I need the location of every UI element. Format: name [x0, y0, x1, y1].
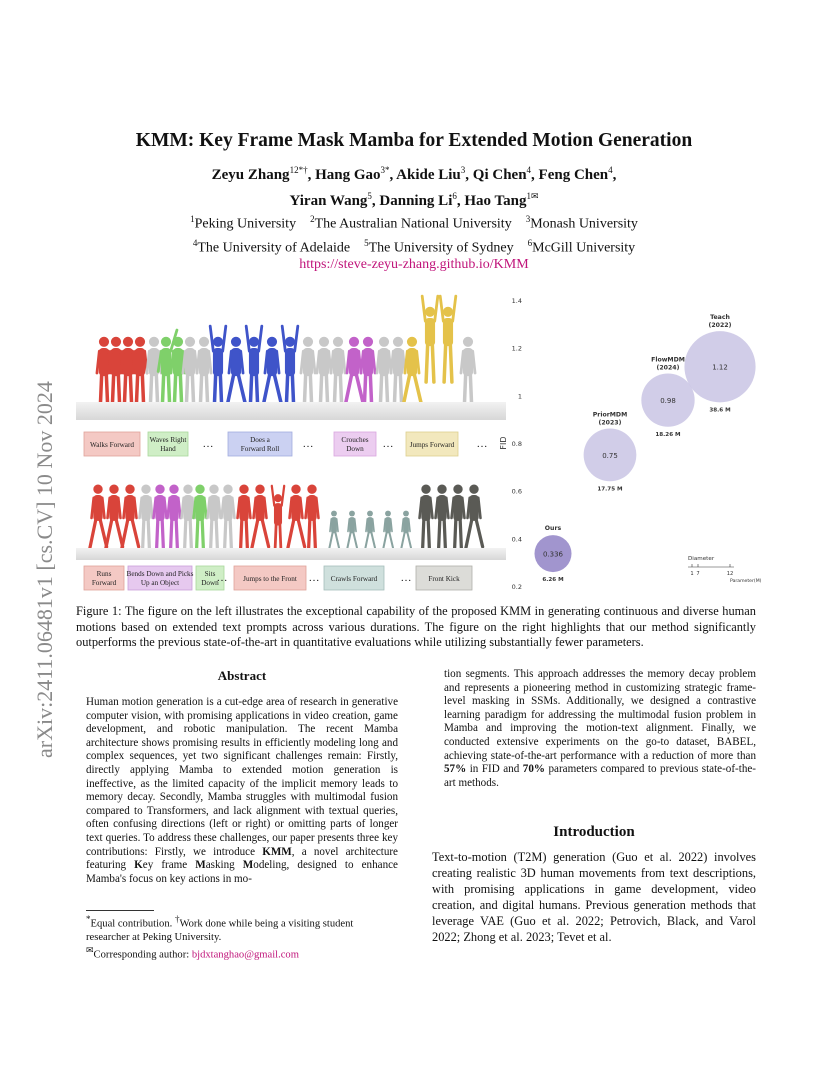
bubble-name: Ours: [544, 525, 562, 533]
human-figure: [461, 337, 475, 412]
prompt-label: [406, 432, 458, 456]
prompt-text: Jumps to the Front: [243, 575, 297, 583]
prompt-label: [334, 432, 376, 456]
human-figure: [287, 485, 305, 554]
human-figure: [377, 337, 391, 412]
paper-title: KMM: Key Frame Mask Mamba for Extended Motion Generation: [135, 130, 693, 151]
row2-figures: [89, 485, 483, 554]
prompt-text: Front Kick: [428, 575, 460, 583]
human-figure: [147, 337, 161, 412]
human-figure: [465, 485, 483, 554]
bubble-point: [684, 314, 755, 413]
human-figure: [400, 511, 411, 554]
introduction-text: Text-to-motion (T2M) generation (Guo et al. 2022) involves creating realistic 3D human movements from text descriptions, with promising applications in game development, video creation, and digital humans. Previous generation methods that leverage VAE (Guo et al. 2022; Petrovich, Black, and Varol 2022; Zhong et al. 2023; Tevet et al.: [432, 850, 756, 945]
prompt-label: [324, 566, 384, 590]
affiliation-line-1: $^1$Peking University $^2$The Australian National University $^3$Monash University: [190, 214, 638, 232]
prompt-label: [148, 432, 188, 456]
motion-figure: [76, 292, 506, 592]
y-tick-label: 0.6: [511, 487, 522, 496]
bubble-name: PriorMDM: [592, 411, 628, 419]
bubble-point: [534, 525, 571, 583]
human-figure: [301, 337, 315, 412]
prompt-label: [84, 432, 140, 456]
human-figure: [105, 485, 123, 554]
human-figure: [422, 296, 438, 382]
human-figure: [121, 485, 139, 554]
bubble-value: 1.12: [712, 363, 728, 372]
human-figure: [364, 511, 375, 554]
human-figure: [226, 337, 246, 412]
row1-figures: [97, 296, 475, 412]
bubble-params: 38.6 M: [709, 407, 731, 414]
y-tick-label: 1.2: [511, 344, 522, 353]
y-tick-label: 0.4: [511, 535, 522, 544]
prompt-label: [84, 566, 124, 590]
footnote-rule: [86, 910, 154, 911]
ellipsis: …: [400, 572, 412, 584]
author-line-2: Yiran Wang$^5$, Danning Li$^6$, Hao Tang$^{1✉}$: [289, 191, 539, 209]
human-figure: [197, 337, 211, 412]
floor-plane-row1: [76, 402, 506, 420]
author-line-1: Zeyu Zhang$^{12*\dagger}$, Hang Gao$^{3*}$, Akide Liu$^3$, Qi Chen$^4$, Feng Chen$^4$,: [211, 165, 617, 183]
human-figure: [344, 337, 364, 412]
prompt-text: Down: [201, 579, 219, 587]
human-figure: [440, 296, 456, 382]
ellipsis: …: [308, 572, 320, 584]
human-figure: [208, 485, 221, 554]
human-figure: [168, 485, 181, 554]
legend-tick: 7: [696, 571, 700, 577]
motion-illustration: [76, 292, 506, 592]
footnote-corresponding: ✉Corresponding author: bjdxtanghao@gmail.com: [86, 944, 299, 961]
human-figure: [140, 485, 153, 554]
bubble-value: 0.98: [660, 397, 676, 406]
bubble-year: (2023): [598, 419, 622, 427]
human-figure: [452, 485, 465, 554]
prompt-text: Does a: [250, 436, 270, 444]
row2-prompt-labels: [84, 566, 472, 590]
size-legend: [688, 556, 762, 584]
arxiv-identifier[interactable]: arXiv:2411.06481v1 [cs.CV] 10 Nov 2024: [32, 381, 57, 758]
y-tick-label: 1: [517, 392, 522, 401]
human-figure: [317, 337, 331, 412]
prompt-label: [234, 566, 306, 590]
human-figure: [420, 485, 433, 554]
footnote-equal: *Equal contribution. †Work done while being a visiting student researcher at Peking University.: [86, 914, 354, 943]
prompt-text: Forward: [91, 579, 117, 587]
arxiv-stamp: [8, 280, 68, 760]
legend-axis-label: Parameter(M): [730, 579, 762, 584]
bubble-name: Teach: [710, 314, 730, 322]
abstract-continued: tion segments. This approach addresses the memory decay problem and represents a pioneering method in customizing strategic frame-level masking in SSMs. Additionally, we designed a contrastive learning paradigm for addressing the multimodal fusion problem in Mamba and improving the motion-text alignment. Finally, we conducted extensive experiments on the go-to dataset, BABEL, achieving state-of-the-art performance with a reduction of more than 57% in FID and 70% parameters compared to previous state-of-the-art methods.: [444, 668, 756, 789]
right-column: [432, 668, 756, 945]
y-tick-label: 1.4: [511, 297, 522, 305]
ellipsis: …: [476, 438, 488, 450]
human-figure: [331, 337, 345, 412]
y-tick-label: 0.2: [511, 583, 522, 591]
human-figure: [222, 485, 235, 554]
human-figure: [262, 337, 282, 412]
prompt-text: Crawls Forward: [330, 575, 378, 583]
bubble-name: FlowMDM: [651, 356, 685, 364]
abstract-heading: Abstract: [217, 668, 267, 683]
prompt-text: Crouches: [341, 436, 369, 444]
human-figure: [382, 511, 393, 554]
human-figure: [210, 326, 226, 412]
bubble-params: 18.26 M: [655, 431, 681, 438]
human-figure: [89, 485, 107, 554]
prompt-text: Bends Down and Picks: [126, 570, 194, 578]
human-figure: [328, 511, 339, 554]
prompt-text: Runs: [96, 570, 112, 578]
human-figure: [246, 326, 262, 412]
prompt-text: Jumps Forward: [409, 441, 455, 449]
y-axis-label: FID: [499, 436, 508, 450]
project-url-link[interactable]: https://steve-zeyu-zhang.github.io/KMM: [299, 257, 529, 272]
human-figure: [346, 511, 357, 554]
bubble-year: (2022): [708, 322, 732, 330]
y-tick-label: 0.8: [511, 440, 522, 448]
human-figure: [436, 485, 449, 554]
row1-prompt-labels: [84, 432, 488, 456]
abstract-text: Human motion generation is a cut-edge area of research in generative computer vision, with promising applications in video creation, game development, and robotic manipulation. The recent Mamba architecture shows promising results in efficiently modeling long and complex sequences, yet two significant challenges remain: Firstly, directly applying Mamba to extended motion generation is ineffective, as the limited capacity of the implicit memory leads to memory decay. Secondly, Mamba struggles with multimodal fusion compared to Transformers, and lack alignment with textual queries, often confusing directions (left or right) or omitting parts of longer text queries. To address these challenges, our paper presents three key contributions: Firstly, we introduce KMM, a novel architecture featuring Key frame Masking Modeling, designed to enhance Mamba's focus on key actions in mo-: [86, 696, 398, 885]
prompt-text: Walks Forward: [90, 441, 134, 449]
prompt-text: Waves Right: [149, 436, 187, 444]
prompt-text: Hand: [160, 445, 176, 453]
left-column: [86, 668, 398, 886]
chart-canvas: [498, 292, 768, 592]
bubble-value: 0.75: [602, 451, 618, 460]
human-figure: [361, 337, 375, 412]
human-figure: [154, 485, 167, 554]
bubble-params: 17.75 M: [597, 486, 623, 493]
fid-bubble-chart: [498, 292, 768, 592]
figure-caption: Figure 1: The figure on the left illustrates the exceptional capability of the proposed KMM in generating continuous and diverse human motions based on extended text prompts across various durations. The figure on the right highlights that our method significantly outperforms the previous state-of-the-art in quantitative evaluations while utilizing substantially fewer parameters.: [76, 604, 756, 649]
prompt-text: Down: [346, 445, 364, 453]
affiliations: [140, 210, 688, 257]
ellipsis: …: [202, 438, 214, 450]
affiliation-line-2: $^4$The University of Adelaide $^5$The University of Sydney $^6$McGill University: [192, 237, 636, 256]
bubble-params: 6.26 M: [542, 577, 564, 584]
footnotes: [86, 913, 398, 961]
prompt-text: Forward Roll: [240, 445, 280, 453]
human-figure: [251, 485, 269, 554]
floor-plane-row2: [76, 548, 506, 560]
bubble-year: (2024): [656, 364, 680, 372]
human-figure: [272, 486, 284, 554]
legend-tick: 1: [690, 571, 694, 577]
prompt-label: [127, 566, 194, 590]
ellipsis: …: [382, 438, 394, 450]
ellipsis: …: [216, 572, 228, 584]
human-figure: [282, 326, 298, 412]
legend-title: Diameter: [688, 556, 715, 562]
bubble-value: 0.336: [542, 550, 564, 559]
human-figure: [402, 337, 422, 412]
human-figure: [194, 485, 207, 554]
introduction-heading: Introduction: [553, 824, 635, 841]
prompt-label: [416, 566, 472, 590]
bubble-point: [584, 412, 637, 493]
email-link[interactable]: bjdxtanghao@gmail.com: [191, 949, 299, 961]
human-figure: [306, 485, 319, 554]
legend-tick: 12: [726, 571, 734, 577]
prompt-text: Up an Object: [140, 579, 180, 587]
human-figure: [238, 485, 251, 554]
author-list: [150, 160, 678, 212]
human-figure: [182, 485, 195, 554]
prompt-text: Sits: [204, 570, 216, 578]
ellipsis: …: [302, 438, 314, 450]
prompt-label: [228, 432, 292, 456]
